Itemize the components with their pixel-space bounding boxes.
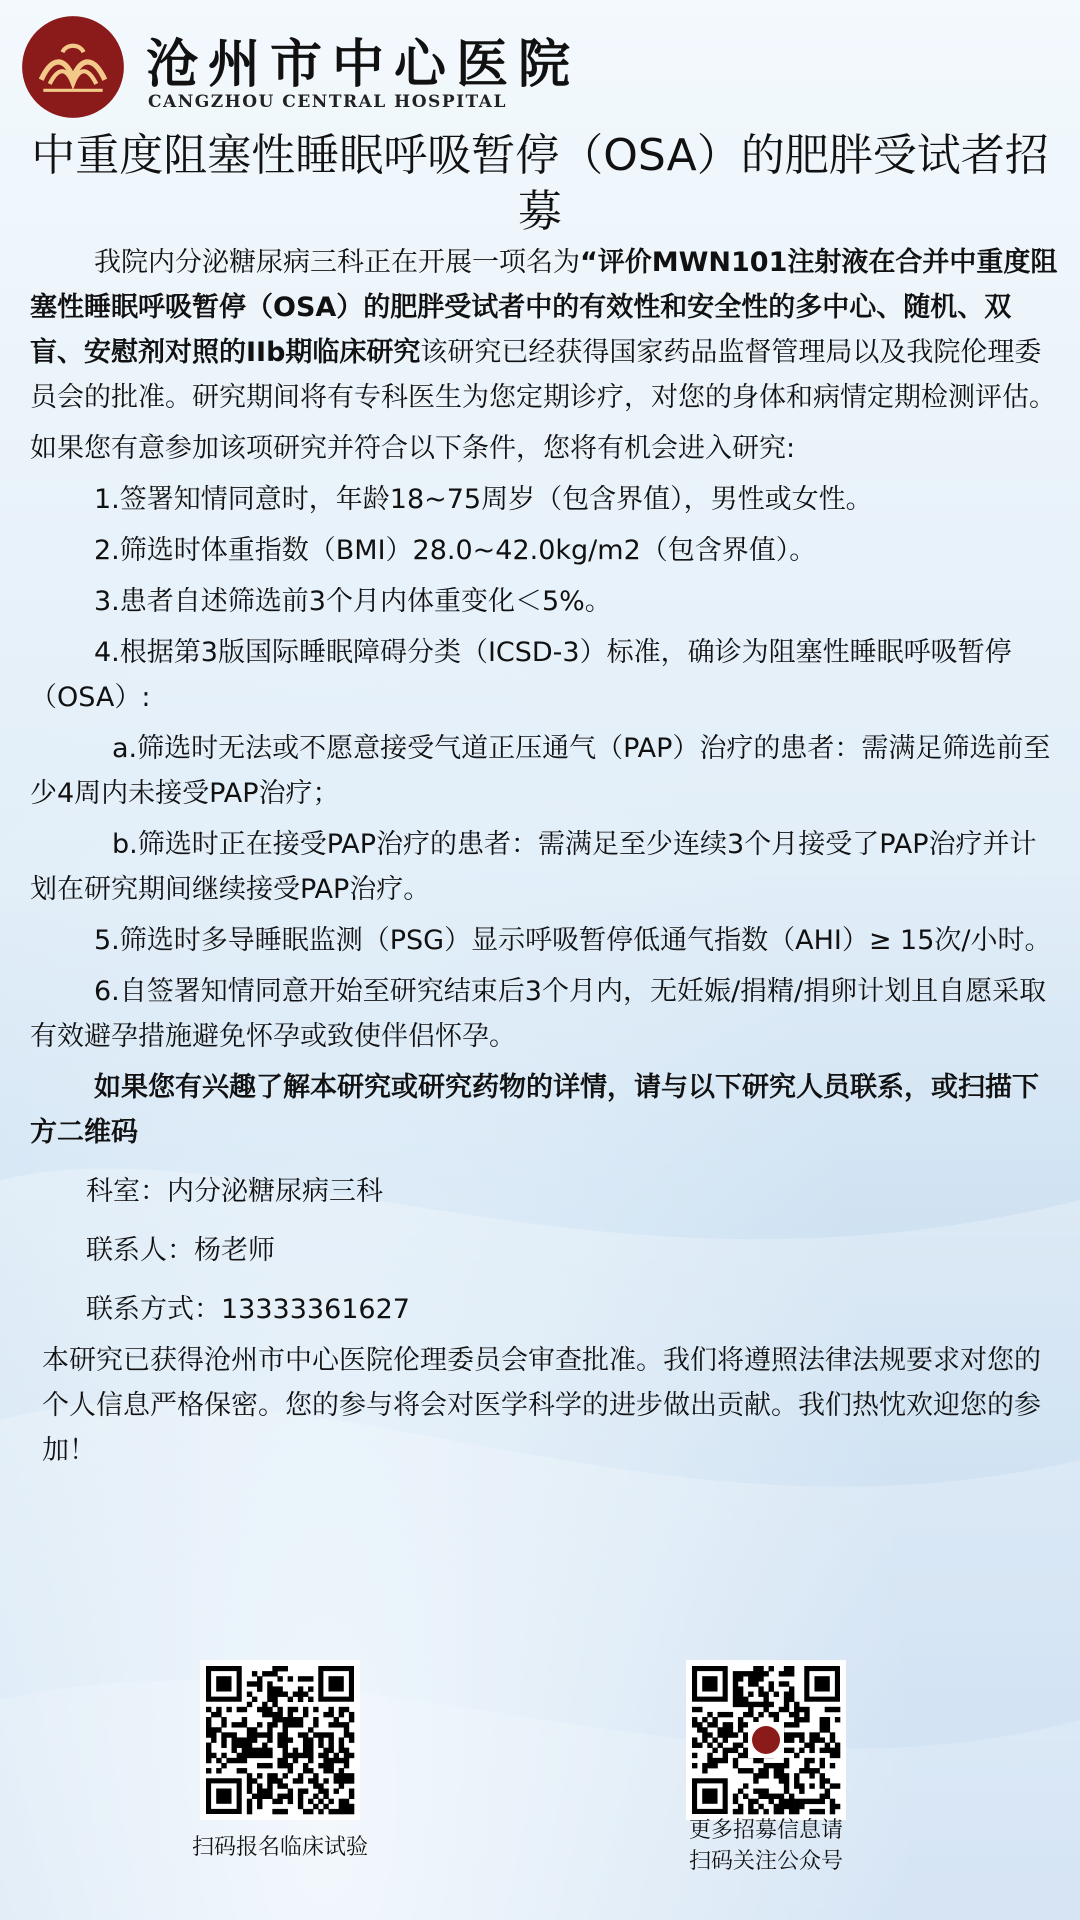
- criterion-3: 3.患者自述筛选前3个月内体重变化＜5%。: [94, 586, 612, 617]
- qr-code-register[interactable]: [200, 1660, 360, 1820]
- qr-code-icon: [686, 1660, 846, 1820]
- hospital-name-cn: 沧州市中心医院: [146, 34, 581, 95]
- page-title: 中重度阻塞性睡眠呼吸暂停（OSA）的肥胖受试者招募: [31, 130, 1049, 237]
- hospital-logo-icon: [20, 14, 126, 120]
- sub-criterion-b: b.筛选时正在接受PAP治疗的患者：需满足至少连续3个月接受了PAP治疗并计划在研究期间继续接受PAP治疗。: [30, 829, 1037, 905]
- sub-criterion-a: a.筛选时无法或不愿意接受气道正压通气（PAP）治疗的患者：需满足筛选前至少4周内未接受PAP治疗；: [30, 733, 1051, 809]
- criterion-4: 4.根据第3版国际睡眠障碍分类（ICSD-3）标准，确诊为阻塞性睡眠呼吸暂停（OSA）:: [30, 637, 1012, 713]
- criterion-1: 1.签署知情同意时，年龄18~75周岁（包含界值），男性或女性。: [94, 484, 873, 515]
- criterion-2: 2.筛选时体重指数（BMI）28.0~42.0kg/m2（包含界值）。: [94, 535, 817, 566]
- hospital-name-en: CANGZHOU CENTRAL HOSPITAL: [148, 92, 507, 112]
- qr-caption-line-1: 更多招募信息请: [688, 1818, 843, 1843]
- contact-phone: 联系方式：13333361627: [86, 1294, 410, 1325]
- qr-caption-line-2: 扫码关注公众号: [688, 1849, 843, 1874]
- study-name: “评价MWN101注射液在合并中重度阻塞性睡眠呼吸暂停（OSA）的肥胖受试者中的有效性和安全性的多中心、随机、双盲、安慰剂对照的IIb期临床研究: [30, 247, 1058, 368]
- intro-tail: 该研究已经获得国家药品监督管理局以及我院伦理委员会的批准。研究期间将有专科医生为您定期诊疗，对您的身体和病情定期检测评估。: [30, 337, 1056, 413]
- criterion-6: 6.自签署知情同意开始至研究结束后3个月内，无妊娠/捐精/捐卵计划且自愿采取有效避孕措施避免怀孕或致使伴侣怀孕。: [30, 976, 1047, 1052]
- contact-dept: 科室：内分泌糖尿病三科: [86, 1176, 383, 1207]
- article-body: [30, 240, 1060, 1473]
- criterion-5: 5.筛选时多导睡眠监测（PSG）显示呼吸暂停低通气指数（AHI）≥ 15次/小时。: [94, 925, 1052, 956]
- qr-caption-register: 扫码报名临床试验: [191, 1835, 368, 1860]
- intro-lead: 我院内分泌糖尿病三科正在开展一项名为: [94, 247, 580, 278]
- qr-caption-official-account: [636, 1815, 896, 1877]
- qr-code-official-account[interactable]: [686, 1660, 846, 1820]
- contact-lead: 如果您有兴趣了解本研究或研究药物的详情，请与以下研究人员联系，或扫描下方二维码: [30, 1072, 1039, 1148]
- qr-code-icon: [200, 1660, 360, 1820]
- conditions-lead: 如果您有意参加该项研究并符合以下条件，您将有机会进入研究:: [30, 433, 796, 464]
- hospital-logo: [20, 14, 581, 124]
- contact-person: 联系人：杨老师: [86, 1235, 275, 1266]
- closing-paragraph: 本研究已获得沧州市中心医院伦理委员会审查批准。我们将遵照法律法规要求对您的个人信息严格保密。您的参与将会对医学科学的进步做出贡献。我们热忱欢迎您的参加！: [42, 1345, 1041, 1466]
- intro-paragraph: [30, 240, 1060, 420]
